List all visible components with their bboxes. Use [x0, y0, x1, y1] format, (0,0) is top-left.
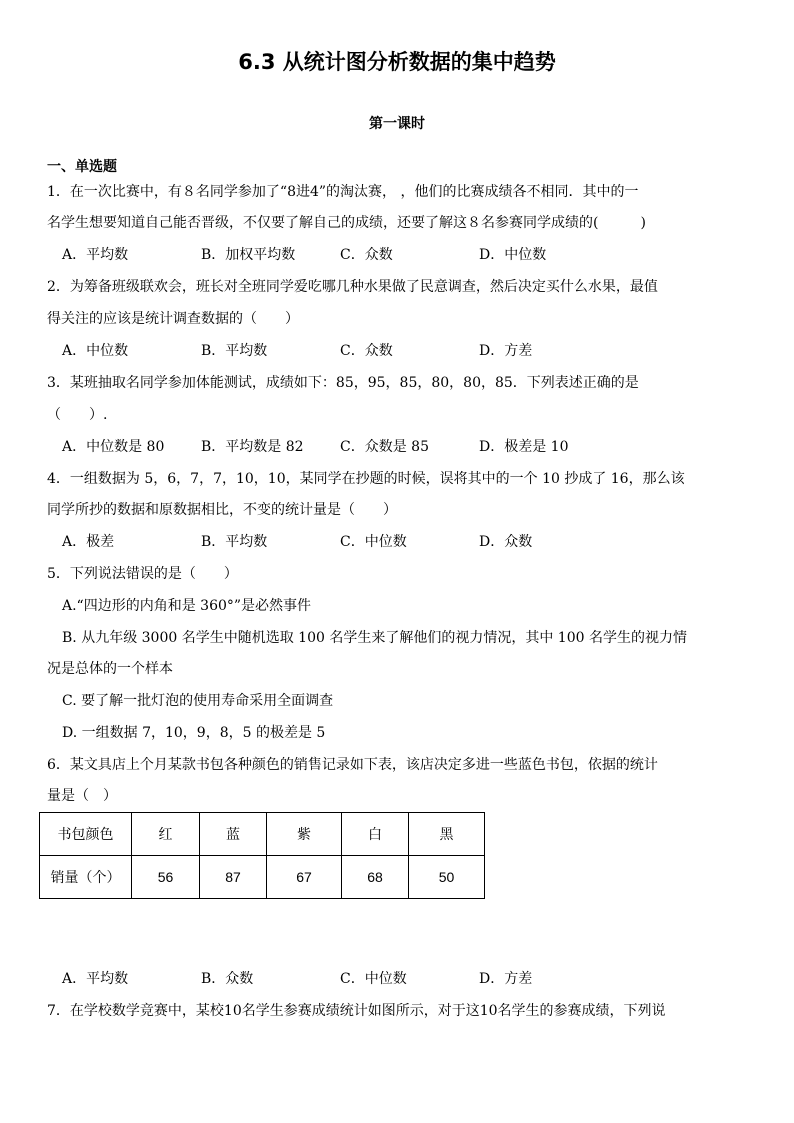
- table-cell: 蓝: [200, 813, 267, 856]
- table-row: [40, 856, 485, 899]
- q5-option-c: C. 要了解一批灯泡的使用寿命采用全面调查: [62, 693, 334, 709]
- q6-option-b: B．众数: [201, 971, 254, 987]
- page-title: 6.3 从统计图分析数据的集中趋势: [238, 50, 556, 74]
- table-cell: 销量（个）: [40, 856, 132, 899]
- q1-line1: 1．在一次比赛中，有８名同学参加了“8进4”的淘汰赛， ，他们的比赛成绩各不相同．其中的一: [47, 184, 639, 200]
- q1-line2: 名学生想要知道自己能否晋级，不仅要了解自己的成绩，还要了解这８名参赛同学成绩的( ): [47, 215, 646, 231]
- q3-option-d: D．极差是 10: [479, 439, 569, 455]
- q3-line1: 3．某班抽取名同学参加体能测试，成绩如下：85，95，85，80，80，85．下列表述正确的是: [47, 375, 639, 391]
- q3-option-b: B．平均数是 82: [201, 439, 304, 455]
- q4-options: [62, 532, 618, 552]
- q2-line2: 得关注的应该是统计调查数据的（ ）: [47, 311, 299, 327]
- table-cell: 87: [200, 856, 267, 899]
- q5-option-b-line1: B. 从九年级 3000 名学生中随机选取 100 名学生来了解他们的视力情况，其中 100 名学生的视力情: [62, 630, 687, 646]
- q5-option-b-line2: 况是总体的一个样本: [47, 661, 173, 677]
- table-cell: 68: [342, 856, 409, 899]
- q2-option-a: A．中位数: [62, 343, 129, 359]
- q1-option-d: D．中位数: [479, 247, 547, 263]
- q3-option-a: A．中位数是 80: [62, 439, 165, 455]
- q6-line1: 6．某文具店上个月某款书包各种颜色的销售记录如下表，该店决定多进一些蓝色书包，依据的统计: [47, 757, 658, 773]
- table-cell: 紫: [267, 813, 342, 856]
- q3-option-c: C．众数是 85: [340, 439, 429, 455]
- table-cell: 书包颜色: [40, 813, 132, 856]
- q2-option-d: D．方差: [479, 343, 533, 359]
- q5-option-a: A.“四边形的内角和是 360°”是必然事件: [62, 598, 312, 614]
- q4-line2: 同学所抄的数据和原数据相比，不变的统计量是（ ）: [47, 502, 397, 518]
- q6-option-a: A．平均数: [62, 971, 129, 987]
- table-header-row: [40, 813, 485, 856]
- q1-option-b: B．加权平均数: [201, 247, 296, 263]
- table-cell: 黑: [409, 813, 485, 856]
- q2-line1: 2．为筹备班级联欢会，班长对全班同学爱吃哪几种水果做了民意调查，然后决定买什么水果，最值: [47, 279, 658, 295]
- table-cell: 67: [267, 856, 342, 899]
- q3-options: [62, 437, 618, 457]
- table-cell: 56: [132, 856, 200, 899]
- q2-options: [62, 341, 618, 361]
- table-cell: 50: [409, 856, 485, 899]
- q5-option-d: D. 一组数据 7，10，9，8，5 的极差是 5: [62, 725, 326, 741]
- q7-line1: 7．在学校数学竞赛中，某校10名学生参赛成绩统计如图所示，对于这10名学生的参赛成绩，下列说: [47, 1003, 666, 1019]
- q4-option-b: B．平均数: [201, 534, 268, 550]
- table-cell: 红: [132, 813, 200, 856]
- q3-line2: （ ）.: [47, 407, 108, 423]
- table-cell: 白: [342, 813, 409, 856]
- q4-option-a: A．极差: [62, 534, 115, 550]
- q6-option-d: D．方差: [479, 971, 533, 987]
- q1-option-a: A．平均数: [62, 247, 129, 263]
- section-heading: 一、单选题: [47, 159, 117, 175]
- q4-option-c: C．中位数: [340, 534, 407, 550]
- q1-options: [62, 245, 618, 265]
- q4-line1: 4．一组数据为 5，6，7，7，10，10，某同学在抄题的时候，误将其中的一个 10 抄成了 16，那么该: [47, 471, 685, 487]
- q6-options: [62, 969, 618, 989]
- q4-option-d: D．众数: [479, 534, 533, 550]
- q2-option-b: B．平均数: [201, 343, 268, 359]
- q2-option-c: C．众数: [340, 343, 393, 359]
- lesson-subtitle: 第一课时: [369, 116, 425, 132]
- q6-option-c: C．中位数: [340, 971, 407, 987]
- sales-table: [39, 812, 485, 899]
- q1-option-c: C．众数: [340, 247, 393, 263]
- q5-line1: 5．下列说法错误的是（ ）: [47, 566, 238, 582]
- q6-line2: 量是（ ）: [47, 788, 117, 804]
